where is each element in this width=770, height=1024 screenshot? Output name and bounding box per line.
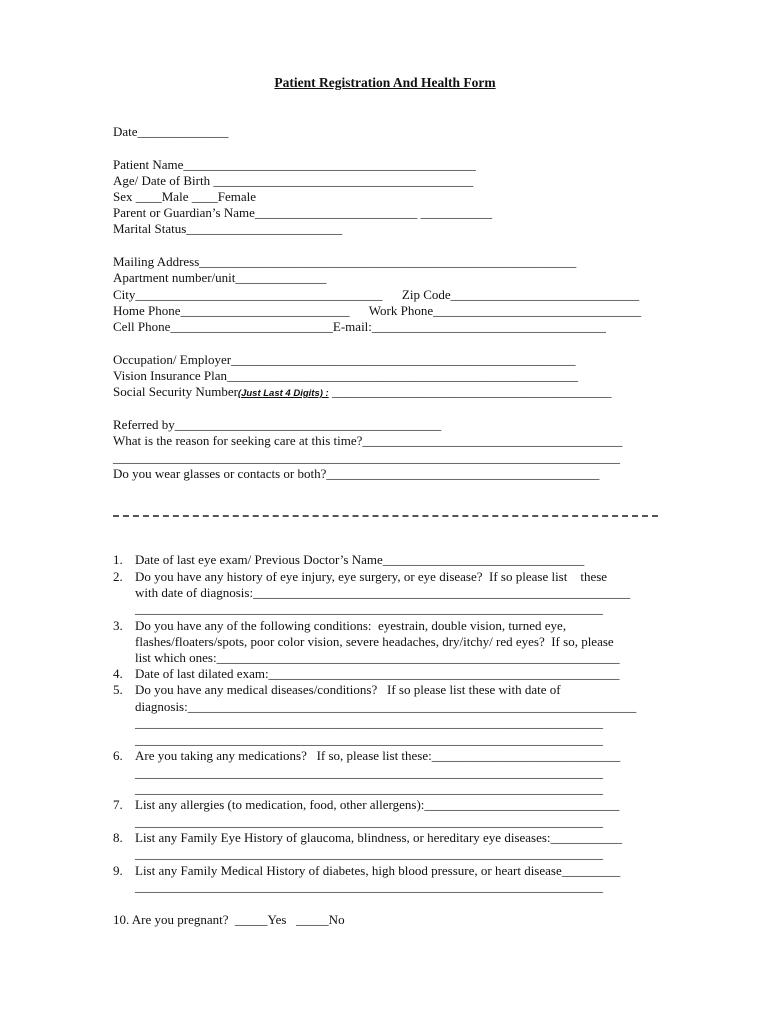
question-9[interactable]: [113, 863, 620, 879]
question-text: List any Family Medical History of diabetes, high blood pressure, or heart disease_________: [135, 863, 621, 878]
question-8-line[interactable]: ________________________________________________________________________: [135, 846, 603, 861]
question-7[interactable]: [113, 797, 619, 813]
dashed-separator: [113, 515, 658, 517]
referred-by-field[interactable]: Referred by_________________________________________: [113, 417, 442, 432]
ssn-label: Social Security Number: [113, 384, 238, 399]
question-text: List any allergies (to medication, food, other allergens):______________________________: [135, 797, 620, 812]
question-3-text: flashes/floaters/spots, poor color vision, severe headaches, dry/itchy/ red eyes? If so, please: [135, 634, 614, 649]
ssn-line: ___________________________________________: [328, 384, 612, 399]
ssn-note: (Just Last 4 Digits) :: [237, 388, 329, 399]
form-title: Patient Registration And Health Form: [274, 75, 496, 90]
question-number: 1.: [113, 552, 123, 567]
question-text: List any Family Eye History of glaucoma, blindness, or hereditary eye diseases:___________: [135, 830, 623, 845]
question-text: Are you taking any medications? If so, please list these:_____________________________: [135, 748, 621, 763]
reason-field[interactable]: What is the reason for seeking care at this time?________________________________________: [113, 433, 623, 448]
question-5-line[interactable]: ________________________________________________________________________: [135, 715, 603, 730]
age-dob-field[interactable]: Age/ Date of Birth ________________________________________: [113, 173, 474, 188]
question-5[interactable]: [113, 682, 561, 698]
patient-name-field[interactable]: Patient Name_____________________________________________: [113, 157, 476, 172]
reason-line[interactable]: ______________________________________________________________________________: [113, 450, 620, 465]
question-3[interactable]: [113, 618, 566, 634]
question-5-line[interactable]: ________________________________________________________________________: [135, 732, 603, 747]
phone-fields[interactable]: Home Phone__________________________ Work Phone________________________________: [113, 303, 642, 318]
question-7-line[interactable]: ________________________________________________________________________: [135, 814, 603, 829]
sex-field[interactable]: Sex ____Male ____Female: [113, 189, 256, 204]
city-zip-field[interactable]: City______________________________________ Zip Code_____________________________: [113, 287, 640, 302]
mailing-address-field[interactable]: Mailing Address__________________________________________________________: [113, 254, 577, 269]
question-8[interactable]: [113, 830, 622, 846]
question-6-line[interactable]: ________________________________________________________________________: [135, 765, 603, 780]
question-text: Do you have any history of eye injury, eye surgery, or eye disease? If so please list these: [135, 569, 608, 584]
question-number: 6.: [113, 748, 123, 763]
occupation-field[interactable]: Occupation/ Employer_____________________________________________________: [113, 352, 576, 367]
question-number: 4.: [113, 666, 123, 681]
question-text: Date of last dilated exam:______________________________________________________: [135, 666, 620, 681]
question-1[interactable]: [113, 552, 584, 568]
question-number: 8.: [113, 830, 123, 845]
question-3-line[interactable]: list which ones:______________________________________________________________: [135, 650, 620, 665]
question-4[interactable]: [113, 666, 620, 682]
date-field[interactable]: Date______________: [113, 124, 229, 139]
question-9-line[interactable]: ________________________________________________________________________: [135, 879, 603, 894]
question-5-line[interactable]: diagnosis:_____________________________________________________________________: [135, 699, 637, 714]
vision-insurance-field[interactable]: Vision Insurance Plan______________________________________________________: [113, 368, 579, 383]
question-number: 9.: [113, 863, 123, 878]
question-2-line[interactable]: ________________________________________________________________________: [135, 601, 603, 616]
question-6[interactable]: [113, 748, 620, 764]
question-text: Date of last eye exam/ Previous Doctor’s Name_______________________________: [135, 552, 585, 567]
question-2-line[interactable]: with date of diagnosis:__________________________________________________________: [135, 585, 631, 600]
question-number: 3.: [113, 618, 123, 633]
parent-guardian-field[interactable]: Parent or Guardian’s Name_________________________ ___________: [113, 205, 493, 220]
question-number: 2.: [113, 569, 123, 584]
question-text: Do you have any medical diseases/conditions? If so please list these with date of: [135, 682, 561, 697]
glasses-contacts-field[interactable]: Do you wear glasses or contacts or both?__________________________________________: [113, 466, 600, 481]
question-2[interactable]: [113, 569, 607, 585]
question-6-line[interactable]: ________________________________________________________________________: [135, 781, 603, 796]
ssn-field[interactable]: [113, 384, 611, 400]
apartment-field[interactable]: Apartment number/unit______________: [113, 270, 327, 285]
marital-status-field[interactable]: Marital Status________________________: [113, 221, 343, 236]
question-text: Do you have any of the following conditions: eyestrain, double vision, turned eye,: [135, 618, 567, 633]
cell-email-field[interactable]: Cell Phone_________________________E-mail:____________________________________: [113, 319, 606, 334]
question-number: 7.: [113, 797, 123, 812]
question-number: 5.: [113, 682, 123, 697]
question-10[interactable]: 10. Are you pregnant? _____Yes _____No: [113, 912, 345, 927]
